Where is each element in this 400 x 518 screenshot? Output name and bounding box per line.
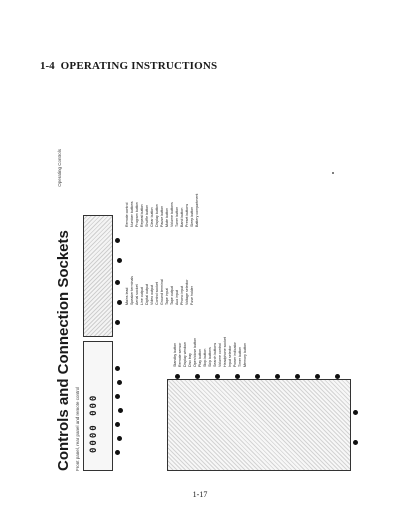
legend-item: Clear button — [150, 207, 154, 227]
margin-dot — [332, 172, 334, 174]
legend-item: Standby button — [173, 342, 177, 367]
callout-marker — [255, 374, 260, 379]
remote-control-illustration — [167, 379, 351, 471]
legend-item: Preset buttons — [185, 203, 189, 227]
legend-column-c — [125, 147, 200, 227]
callout-marker — [295, 374, 300, 379]
legend-item: Volume buttons — [170, 202, 174, 227]
section-number: 1-4 — [40, 60, 55, 72]
callout-marker — [353, 410, 358, 415]
callout-marker — [335, 374, 340, 379]
legend-item: Tuner button — [175, 206, 179, 227]
callout-marker — [115, 450, 120, 455]
legend-item: Control socket — [155, 282, 159, 305]
legend-column-b — [125, 233, 195, 305]
legend-item: Timer button — [238, 346, 242, 367]
legend-column-a — [173, 307, 248, 367]
legend-item: Voltage selector — [185, 279, 189, 305]
callout-marker — [353, 440, 358, 445]
legend-item: Pause button — [160, 205, 164, 227]
legend-item: Digital output — [145, 284, 149, 305]
callout-marker — [315, 374, 320, 379]
legend-item: Memory button — [243, 343, 247, 367]
controls-subtitle: Front panel, rear panel and remote control — [75, 386, 80, 471]
controls-title: Controls and Connection Sockets — [55, 230, 72, 471]
legend-item: Search buttons — [213, 342, 217, 367]
page-header — [40, 60, 370, 76]
legend-item: Stop button — [203, 348, 207, 367]
callout-marker — [115, 238, 120, 243]
legend-item: Mute button — [165, 208, 169, 227]
legend-item: Volume control — [218, 343, 222, 367]
corner-label: Operating Controls — [57, 149, 62, 187]
callout-marker — [175, 374, 180, 379]
legend-item: Line output — [140, 287, 144, 305]
legend-item: Aux input — [175, 290, 179, 305]
legend-item: Band button — [180, 207, 184, 227]
legend-item: Remote sensor — [178, 342, 182, 367]
legend-item: Headphone socket — [223, 337, 227, 367]
display-readout: 0000 000 — [89, 393, 99, 453]
callout-marker — [118, 408, 123, 413]
legend-item: Play button — [198, 349, 202, 367]
legend-item: Mains lead — [125, 287, 129, 305]
legend-item: Remote control — [125, 202, 129, 227]
legend-item: Shuffle button — [145, 204, 149, 227]
scanned-page — [40, 140, 370, 480]
rotated-content — [55, 145, 355, 475]
legend-item: Display button — [155, 204, 159, 227]
callout-marker — [195, 374, 200, 379]
callout-marker — [115, 366, 120, 371]
legend-item: Repeat button — [140, 204, 144, 227]
callout-marker — [117, 380, 122, 385]
legend-item: Program button — [135, 202, 139, 227]
legend-item: Battery compartment — [195, 193, 199, 227]
section-title: OPERATING INSTRUCTIONS — [60, 60, 218, 72]
callout-marker — [115, 320, 120, 325]
rear-panel-illustration — [83, 215, 113, 337]
callout-marker — [115, 422, 120, 427]
page-number: 1-17 — [192, 490, 208, 499]
legend-item: Input selector — [228, 345, 232, 367]
callout-marker — [117, 300, 122, 305]
legend-item: Display window — [183, 342, 187, 367]
legend-item: Sleep button — [190, 206, 194, 227]
callout-marker — [215, 374, 220, 379]
legend-item: Tape input — [165, 288, 169, 305]
legend-item: Power indicator — [233, 342, 237, 367]
legend-item: Phono input — [180, 285, 184, 305]
legend-item: Speaker terminals — [130, 276, 134, 305]
callout-marker — [275, 374, 280, 379]
callout-marker — [115, 394, 120, 399]
legend-item: Number buttons — [130, 201, 134, 227]
legend-item: Disc tray — [188, 353, 192, 367]
callout-marker — [117, 258, 122, 263]
legend-item: Open/close button — [193, 337, 197, 367]
callout-marker — [235, 374, 240, 379]
legend-item: Aerial socket — [135, 284, 139, 305]
legend-item: Tape output — [170, 286, 174, 305]
legend-item: Video output — [150, 284, 154, 305]
legend-item: Skip buttons — [208, 347, 212, 367]
callout-marker — [115, 280, 120, 285]
callout-marker — [117, 436, 122, 441]
legend-item: Ground terminal — [160, 279, 164, 305]
legend-item: Fuse holder — [190, 286, 194, 305]
